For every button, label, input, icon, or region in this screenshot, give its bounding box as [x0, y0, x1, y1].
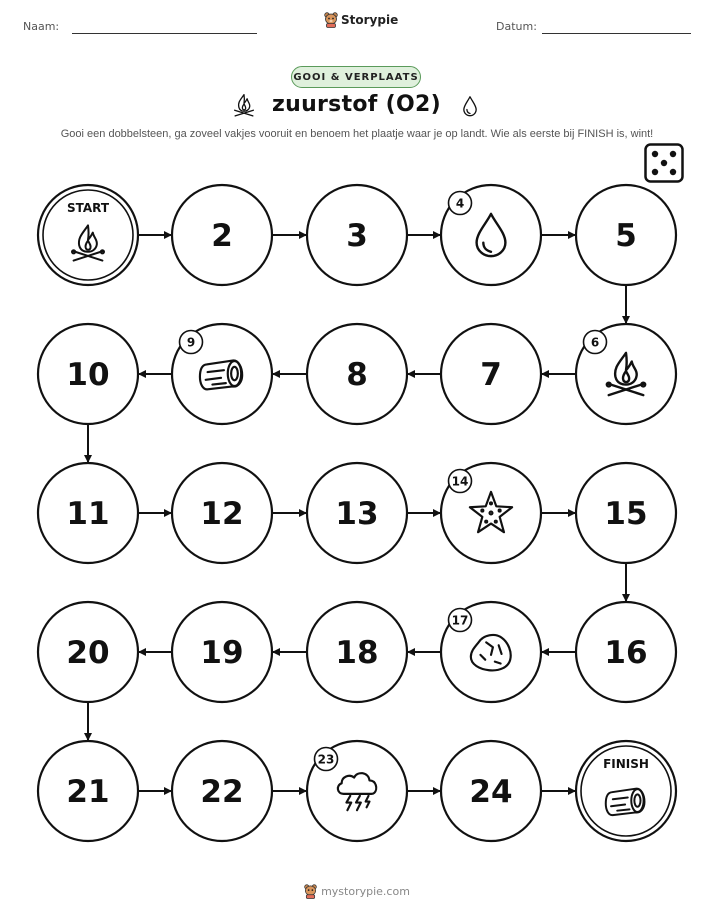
cell-number: 10 [66, 357, 110, 393]
board-cell-3 [307, 185, 407, 285]
board-cell-20 [38, 602, 138, 702]
instructions: Gooi een dobbelsteen, ga zoveel vakjes vooruit en benoem het plaatje waar je op landt. Wie als eerste bij FINISH is, wint! [60, 128, 654, 140]
cell-number-badge: 4 [455, 196, 465, 211]
start-label: START [66, 201, 110, 215]
board-cell-15 [576, 463, 676, 563]
board-cell-5 [576, 185, 676, 285]
finish-label: FINISH [603, 757, 649, 771]
cell-number: 19 [200, 635, 244, 671]
board-cell-25 [576, 741, 676, 841]
board-cell-13 [307, 463, 407, 563]
date-label: Datum: [496, 20, 537, 33]
board-cell-4 [441, 185, 541, 285]
cell-number-badge: 14 [451, 474, 469, 489]
bear-icon [304, 884, 317, 899]
page-title: zuurstof (O2) [272, 92, 441, 117]
board-cell-22 [172, 741, 272, 841]
board-cell-8 [307, 324, 407, 424]
board-cell-10 [38, 324, 138, 424]
board-cell-11 [38, 463, 138, 563]
board-cell-21 [38, 741, 138, 841]
activity-badge: GOOI & VERPLAATS [291, 66, 421, 88]
board-cell-24 [441, 741, 541, 841]
cell-number: 16 [604, 635, 648, 671]
cell-number: 3 [346, 218, 368, 254]
cell-number-badge: 23 [317, 752, 335, 767]
board-cell-14 [441, 463, 541, 563]
board-cell-23 [307, 741, 407, 841]
board-cell-2 [172, 185, 272, 285]
board-cell-18 [307, 602, 407, 702]
name-label: Naam: [23, 20, 60, 33]
cell-number: 11 [66, 496, 110, 532]
cell-number: 8 [346, 357, 368, 393]
cell-number-badge: 17 [451, 613, 469, 628]
board-cell-16 [576, 602, 676, 702]
cell-number: 12 [200, 496, 244, 532]
cell-number: 20 [66, 635, 110, 671]
board-cell-1 [38, 185, 138, 285]
cell-number-badge: 9 [186, 335, 196, 350]
cell-number: 18 [335, 635, 379, 671]
board-cell-6 [576, 324, 676, 424]
board-cell-12 [172, 463, 272, 563]
cell-number: 7 [480, 357, 502, 393]
board-cell-9 [172, 324, 272, 424]
footer [0, 884, 714, 899]
brand-name: Storypie [341, 13, 399, 27]
cell-number: 2 [211, 218, 233, 254]
cell-number-badge: 6 [590, 335, 600, 350]
footer-url[interactable]: mystorypie.com [321, 885, 410, 898]
cell-number: 5 [615, 218, 637, 254]
cell-number: 21 [66, 774, 110, 810]
cell-number: 22 [200, 774, 244, 810]
board-cell-7 [441, 324, 541, 424]
cell-number: 15 [604, 496, 648, 532]
board-cell-17 [441, 602, 541, 702]
cell-number: 13 [335, 496, 379, 532]
board-cell-19 [172, 602, 272, 702]
cell-number: 24 [469, 774, 513, 810]
